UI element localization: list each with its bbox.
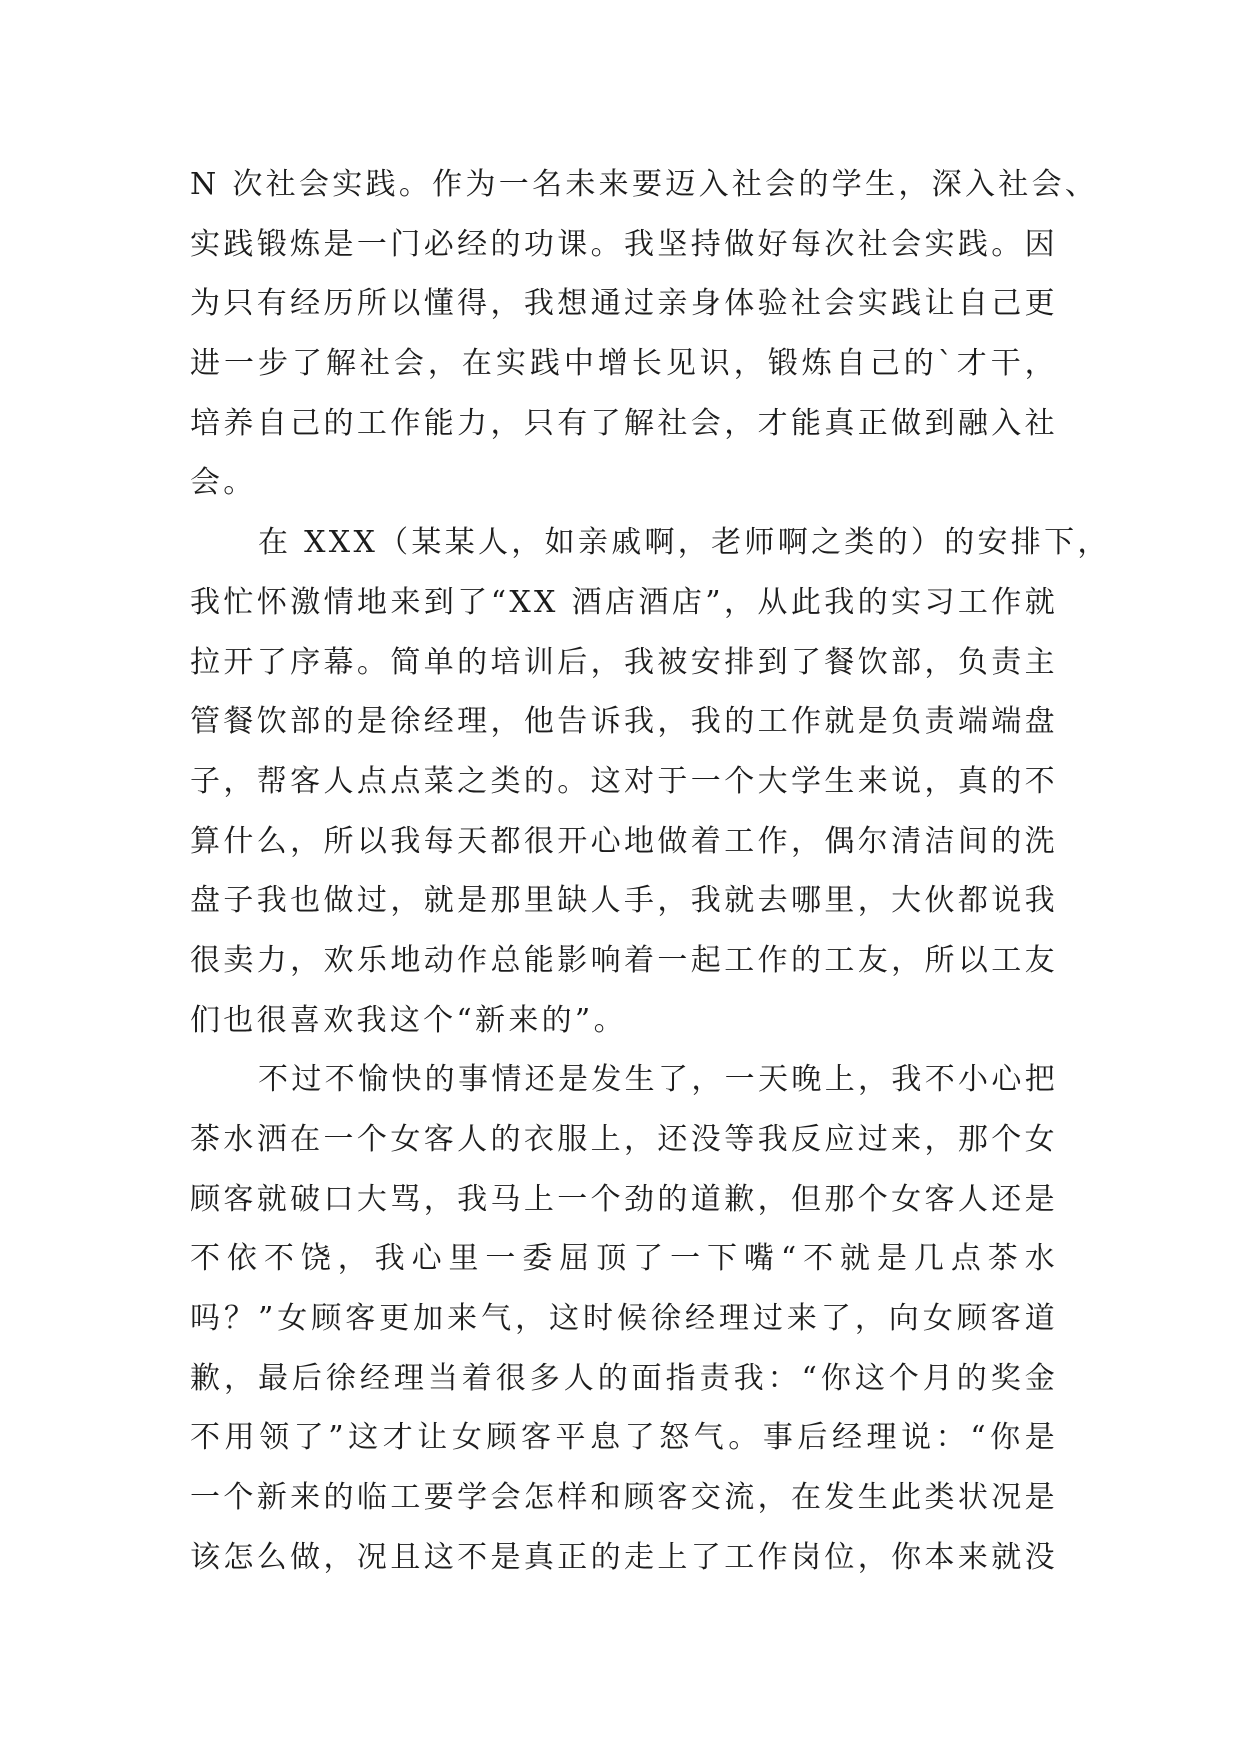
text-line: 不过不愉快的事情还是发生了，一天晚上，我不小心把 <box>258 1062 1058 1098</box>
text-line: 为只有经历所以懂得，我想通过亲身体验社会实践让自己更 <box>190 286 1058 322</box>
text-line: 在 XXX（某某人，如亲戚啊，老师啊之类的）的安排下， <box>258 525 1111 561</box>
text-line: 很卖力，欢乐地动作总能影响着一起工作的工友，所以工友 <box>190 942 1058 978</box>
text-line: 不用领了”这才让女顾客平息了怒气。事后经理说：“你是 <box>190 1420 1058 1456</box>
text-line: 盘子我也做过，就是那里缺人手，我就去哪里，大伙都说我 <box>190 883 1058 919</box>
text-line: 拉开了序幕。简单的培训后，我被安排到了餐饮部，负责主 <box>190 644 1058 680</box>
text-line: 培养自己的工作能力，只有了解社会，才能真正做到融入社 <box>190 405 1058 441</box>
text-line: 实践锻炼是一门必经的功课。我坚持做好每次社会实践。因 <box>190 226 1058 262</box>
text-line: 算什么，所以我每天都很开心地做着工作，偶尔清洁间的洗 <box>190 823 1058 859</box>
text-line: 一个新来的临工要学会怎样和顾客交流，在发生此类状况是 <box>190 1480 1058 1516</box>
text-line: 进一步了解社会，在实践中增长见识，锻炼自己的`才干， <box>190 346 1058 382</box>
text-line: 们也很喜欢我这个“新来的”。 <box>190 1002 627 1038</box>
text-line: 我忙怀激情地来到了“XX 酒店酒店”，从此我的实习工作就 <box>190 584 1058 620</box>
text-line: 管餐饮部的是徐经理，他告诉我，我的工作就是负责端端盘 <box>190 704 1058 740</box>
text-line: N 次社会实践。作为一名未来要迈入社会的学生，深入社会、 <box>190 167 1099 202</box>
text-line: 子，帮客人点点菜之类的。这对于一个大学生来说，真的不 <box>190 763 1058 799</box>
document-body <box>190 155 1111 1588</box>
text-line: 歉，最后徐经理当着很多人的面指责我：“你这个月的奖金 <box>190 1360 1058 1396</box>
paragraph-2 <box>190 513 1111 1050</box>
text-line: 顾客就破口大骂，我马上一个劲的道歉，但那个女客人还是 <box>190 1181 1058 1217</box>
paragraph-1 <box>190 155 1099 513</box>
text-line: 该怎么做，况且这不是真正的走上了工作岗位，你本来就没 <box>190 1539 1058 1575</box>
text-line: 茶水洒在一个女客人的衣服上，还没等我反应过来，那个女 <box>190 1122 1058 1157</box>
text-line: 会。 <box>190 465 257 501</box>
text-line: 不依不饶，我心里一委屈顶了一下嘴“不就是几点茶水 <box>190 1241 1058 1277</box>
text-line: 吗？”女顾客更加来气，这时候徐经理过来了，向女顾客道 <box>190 1301 1058 1337</box>
paragraph-3 <box>190 1050 1090 1587</box>
